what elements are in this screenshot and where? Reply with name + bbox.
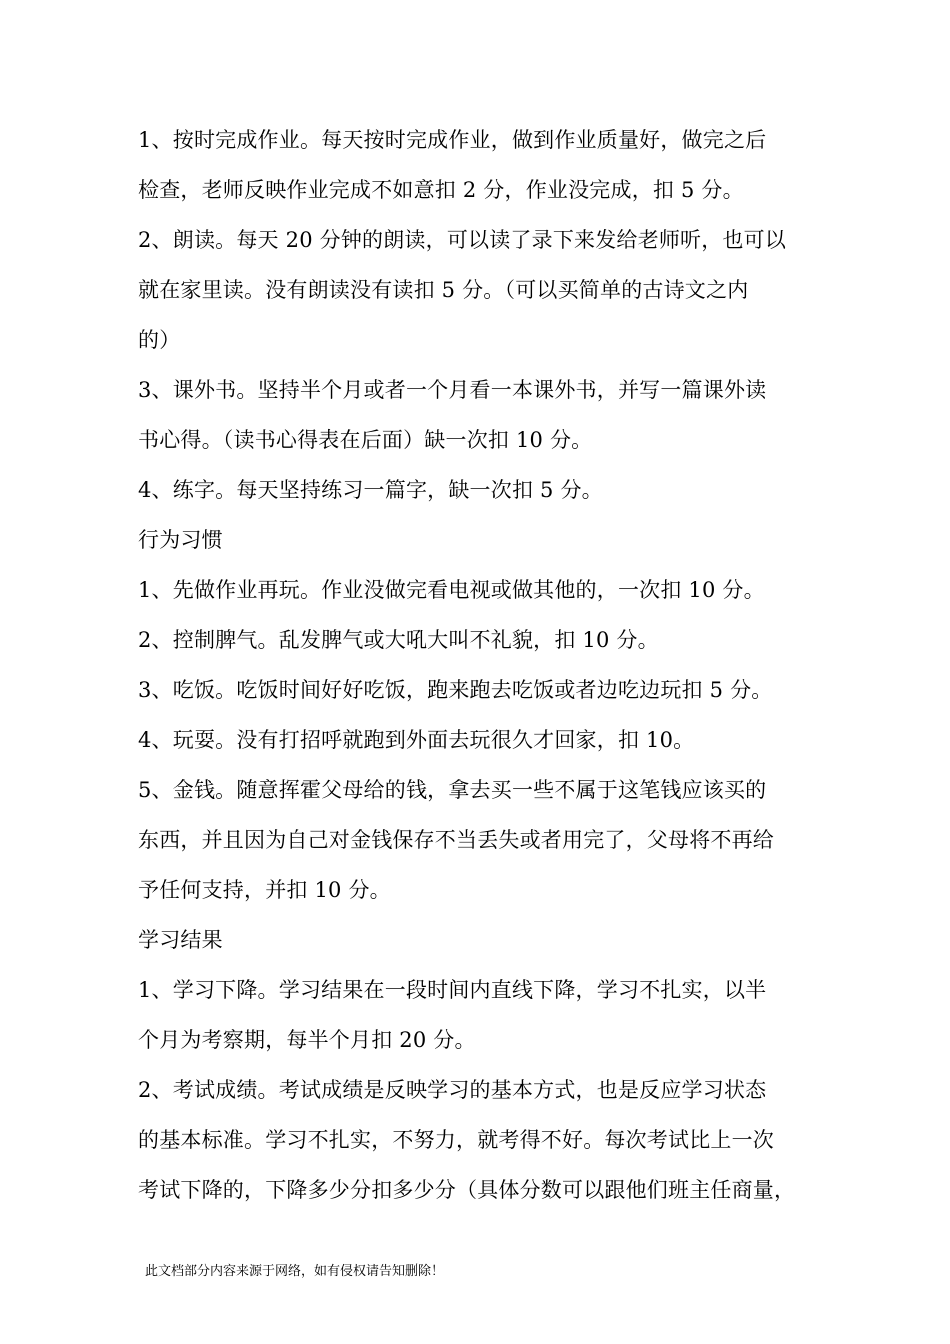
- text-line: 书心得。（读书心得表在后面）缺一次扣 10 分。: [138, 428, 593, 452]
- text-line: 1、先做作业再玩。作业没做完看电视或做其他的，一次扣 10 分。: [138, 578, 765, 602]
- text-line: 3、课外书。坚持半个月或者一个月看一本课外书，并写一篇课外读: [138, 378, 767, 402]
- text-line: 5、金钱。随意挥霍父母给的钱，拿去买一些不属于这笔钱应该买的: [138, 778, 767, 802]
- footer-disclaimer: 此文档部分内容来源于网络，如有侵权请告知删除！: [145, 1264, 445, 1279]
- text-line: 2、考试成绩。考试成绩是反映学习的基本方式，也是反应学习状态: [138, 1078, 767, 1102]
- text-line: 的）: [138, 328, 181, 352]
- text-line: 个月为考察期，每半个月扣 20 分。: [138, 1028, 476, 1052]
- section-heading-results: 学习结果: [138, 928, 223, 952]
- document-body: [138, 115, 828, 1215]
- text-line: 就在家里读。没有朗读没有读扣 5 分。（可以买简单的古诗文之内: [138, 278, 749, 302]
- text-line: 4、玩耍。没有打招呼就跑到外面去玩很久才回家，扣 10。: [138, 728, 695, 752]
- text-line: 予任何支持，并扣 10 分。: [138, 878, 391, 902]
- text-line: 3、吃饭。吃饭时间好好吃饭，跑来跑去吃饭或者边吃边玩扣 5 分。: [138, 678, 773, 702]
- text-line: 2、朗读。每天 20 分钟的朗读，可以读了录下来发给老师听，也可以: [138, 228, 787, 252]
- text-line: 考试下降的，下降多少分扣多少分（具体分数可以跟他们班主任商量，: [138, 1178, 796, 1202]
- text-line: 1、按时完成作业。每天按时完成作业，做到作业质量好，做完之后: [138, 128, 767, 152]
- text-line: 1、学习下降。学习结果在一段时间内直线下降，学习不扎实，以半: [138, 978, 767, 1002]
- text-line: 检查，老师反映作业完成不如意扣 2 分，作业没完成，扣 5 分。: [138, 178, 744, 202]
- text-line: 的基本标准。学习不扎实，不努力，就考得不好。每次考试比上一次: [138, 1128, 774, 1152]
- text-line: 2、控制脾气。乱发脾气或大吼大叫不礼貌，扣 10 分。: [138, 628, 659, 652]
- text-line: 东西，并且因为自己对金钱保存不当丢失或者用完了，父母将不再给: [138, 828, 774, 852]
- text-line: 4、练字。每天坚持练习一篇字，缺一次扣 5 分。: [138, 478, 603, 502]
- section-heading-behavior: 行为习惯: [138, 528, 223, 552]
